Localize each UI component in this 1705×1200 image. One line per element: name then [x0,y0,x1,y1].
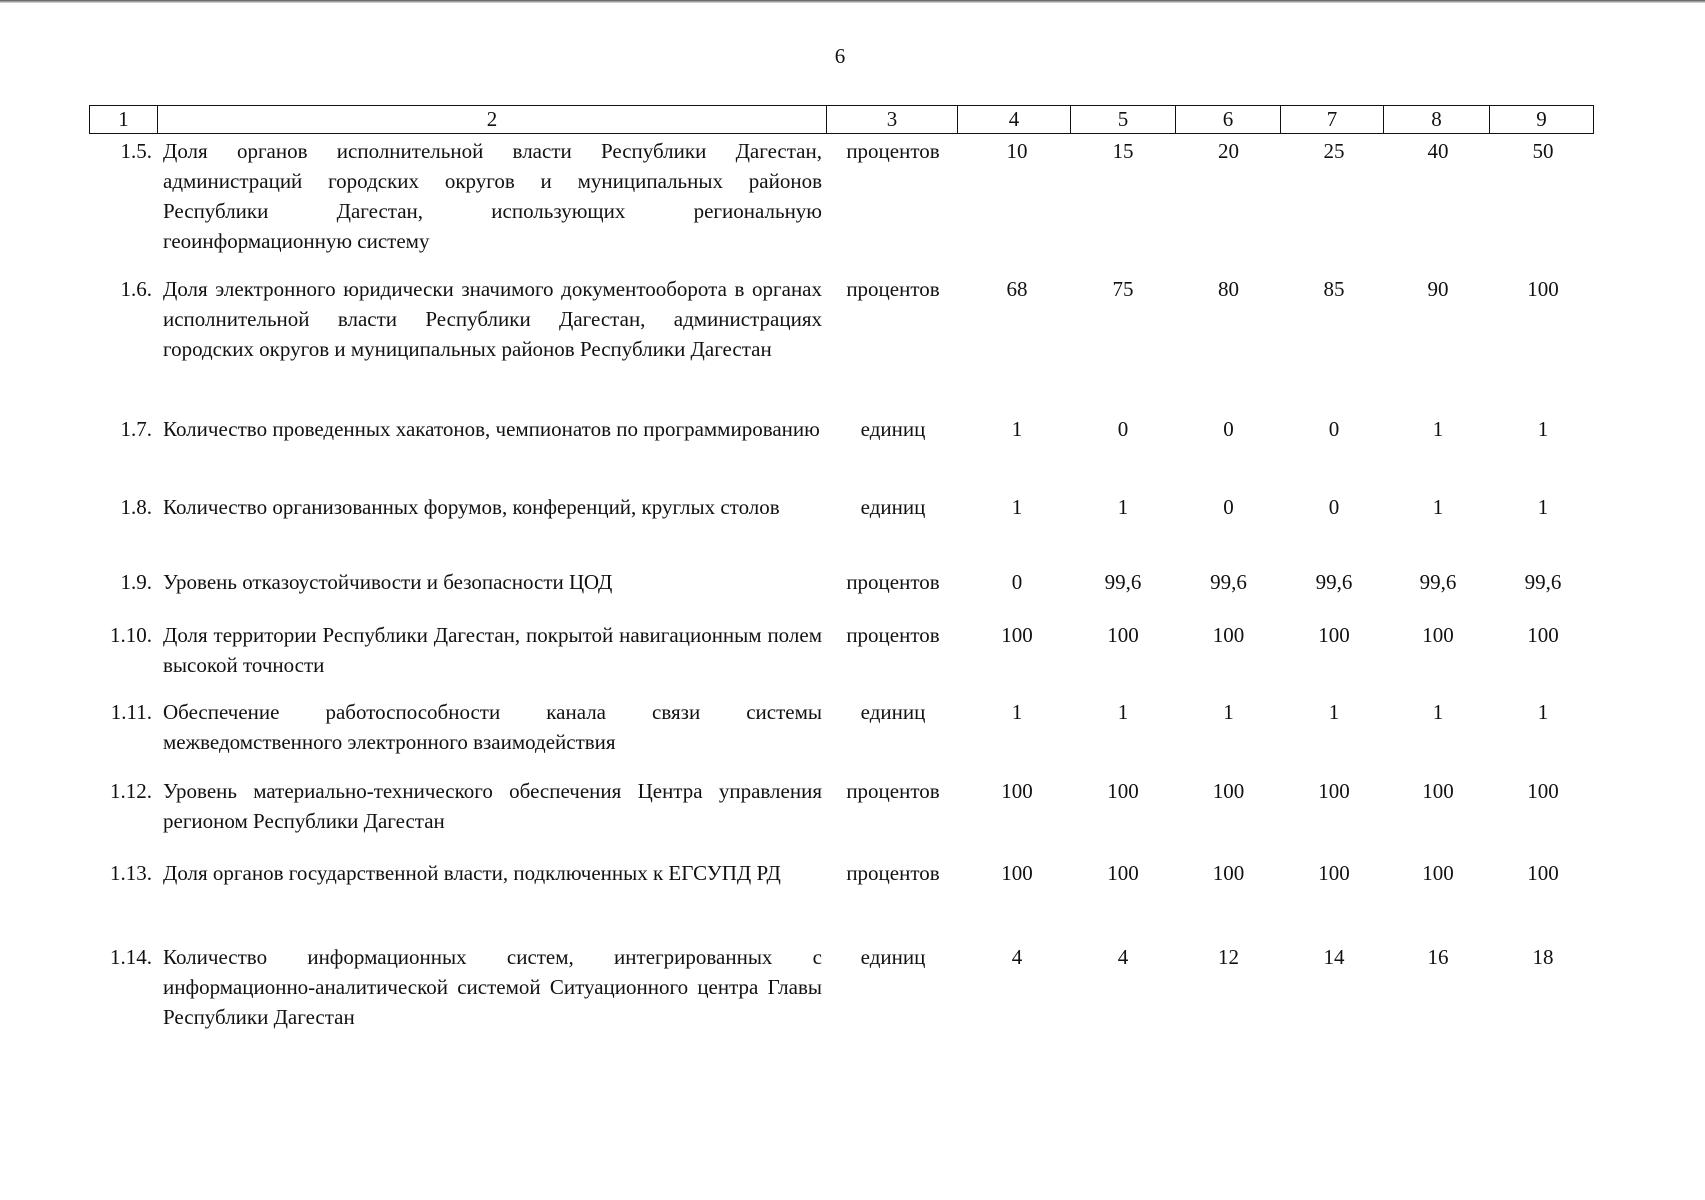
value-col-9: 50 [1532,139,1554,163]
value-col-8: 1 [1432,700,1444,724]
header-cell-5: 5 [1071,106,1176,134]
value-col-8: 40 [1427,139,1449,163]
value-col-6: 100 [1212,779,1245,803]
value-col-9: 100 [1527,623,1559,647]
value-col-9: 100 [1527,861,1559,885]
page-number: 6 [834,44,846,68]
header-cell-1: 1 [90,106,158,134]
indicator-name: Обеспечение работоспособности канала связи системы межведомственного электронного взаимодействия [163,700,822,754]
header-cell-6: 6 [1176,106,1281,134]
value-col-5: 1 [1117,700,1129,724]
unit-of-measure: единиц [860,417,926,441]
value-col-4: 100 [1001,861,1033,885]
value-col-6: 1 [1223,700,1234,724]
value-col-7: 0 [1328,495,1340,519]
value-col-8: 100 [1422,861,1454,885]
column-header-table [89,105,1594,134]
value-col-9: 1 [1537,417,1549,441]
value-col-5: 0 [1117,417,1129,441]
row-number: 1.9. [120,570,152,594]
value-col-5: 100 [1107,779,1139,803]
value-col-6: 20 [1218,139,1239,163]
header-cell-8: 8 [1384,106,1490,134]
header-cell-7: 7 [1281,106,1384,134]
value-col-9: 100 [1527,779,1559,803]
value-col-6: 100 [1212,861,1245,885]
value-col-4: 10 [1006,139,1028,163]
row-number: 1.5. [120,139,152,163]
header-cell-2: 2 [158,106,827,134]
indicator-name: Доля электронного юридически значимого документооборота в органах исполнительной власти Республики Дагестан, администрациях городских округов и муниципальных районов Республики Дагестан [163,277,822,361]
value-col-5: 99,6 [1104,570,1142,594]
value-col-8: 100 [1422,623,1454,647]
value-col-7: 14 [1323,945,1345,969]
header-cell-9: 9 [1490,106,1594,134]
unit-of-measure: процентов [846,623,940,647]
value-col-9: 1 [1537,700,1549,724]
value-col-4: 0 [1011,570,1023,594]
unit-of-measure: процентов [846,570,940,594]
column-header-row [90,106,1594,134]
header-cell-4: 4 [958,106,1071,134]
row-number: 1.6. [120,277,152,301]
unit-of-measure: процентов [846,139,940,163]
value-col-7: 1 [1328,700,1340,724]
value-col-4: 68 [1006,277,1028,301]
indicator-name: Доля органов исполнительной власти Республики Дагестан, администраций городских округов и муниципальных районов Республики Дагестан, использующих региональную геоинформационную систему [163,139,822,253]
value-col-8: 99,6 [1419,570,1457,594]
value-col-4: 100 [1001,779,1033,803]
value-col-9: 18 [1532,945,1554,969]
value-col-5: 75 [1112,277,1134,301]
indicator-name: Уровень материально-технического обеспечения Центра управления регионом Республики Дагестан [163,779,822,833]
value-col-6: 12 [1218,945,1239,969]
row-number: 1.7. [120,417,152,441]
value-col-5: 4 [1117,945,1129,969]
value-col-7: 85 [1323,277,1345,301]
value-col-7: 100 [1318,779,1350,803]
indicator-name: Доля территории Республики Дагестан, покрытой навигационным полем высокой точности [163,623,822,677]
value-col-6: 0 [1223,417,1234,441]
value-col-8: 16 [1427,945,1449,969]
value-col-8: 90 [1427,277,1449,301]
value-col-9: 1 [1537,495,1549,519]
row-number: 1.8. [120,495,152,519]
value-col-5: 100 [1107,623,1139,647]
row-number: 1.14. [110,945,152,969]
row-number: 1.12. [110,779,152,803]
value-col-9: 100 [1527,277,1559,301]
value-col-6: 0 [1223,495,1234,519]
value-col-6: 80 [1218,277,1239,301]
unit-of-measure: единиц [860,945,926,969]
value-col-7: 25 [1323,139,1345,163]
unit-of-measure: единиц [860,495,926,519]
indicator-name: Количество информационных систем, интегрированных с информационно-аналитической системой Ситуационного центра Главы Республики Дагестан [163,945,822,1029]
unit-of-measure: процентов [846,861,940,885]
row-number: 1.13. [110,861,152,885]
unit-of-measure: единиц [860,700,926,724]
indicator-name: Количество организованных форумов, конференций, круглых столов [163,495,780,519]
row-number: 1.11. [110,700,152,724]
value-col-6: 99,6 [1210,570,1247,594]
value-col-4: 4 [1011,945,1023,969]
value-col-5: 1 [1117,495,1129,519]
value-col-4: 1 [1011,700,1023,724]
value-col-7: 100 [1318,623,1350,647]
value-col-9: 99,6 [1524,570,1562,594]
value-col-8: 1 [1432,417,1444,441]
value-col-6: 100 [1212,623,1245,647]
value-col-4: 1 [1011,495,1023,519]
indicator-name: Уровень отказоустойчивости и безопасности ЦОД [163,570,613,594]
value-col-8: 1 [1432,495,1444,519]
value-col-8: 100 [1422,779,1454,803]
value-col-4: 100 [1001,623,1033,647]
unit-of-measure: процентов [846,277,940,301]
header-cell-3: 3 [827,106,958,134]
indicator-name: Доля органов государственной власти, подключенных к ЕГСУПД РД [163,861,781,885]
row-number: 1.10. [110,623,152,647]
value-col-7: 100 [1318,861,1350,885]
indicator-name: Количество проведенных хакатонов, чемпионатов по программированию [163,417,820,441]
value-col-5: 15 [1112,139,1134,163]
value-col-5: 100 [1107,861,1139,885]
value-col-7: 0 [1328,417,1340,441]
value-col-4: 1 [1011,417,1023,441]
unit-of-measure: процентов [846,779,940,803]
value-col-7: 99,6 [1315,570,1353,594]
scan-top-edge [0,0,1705,3]
